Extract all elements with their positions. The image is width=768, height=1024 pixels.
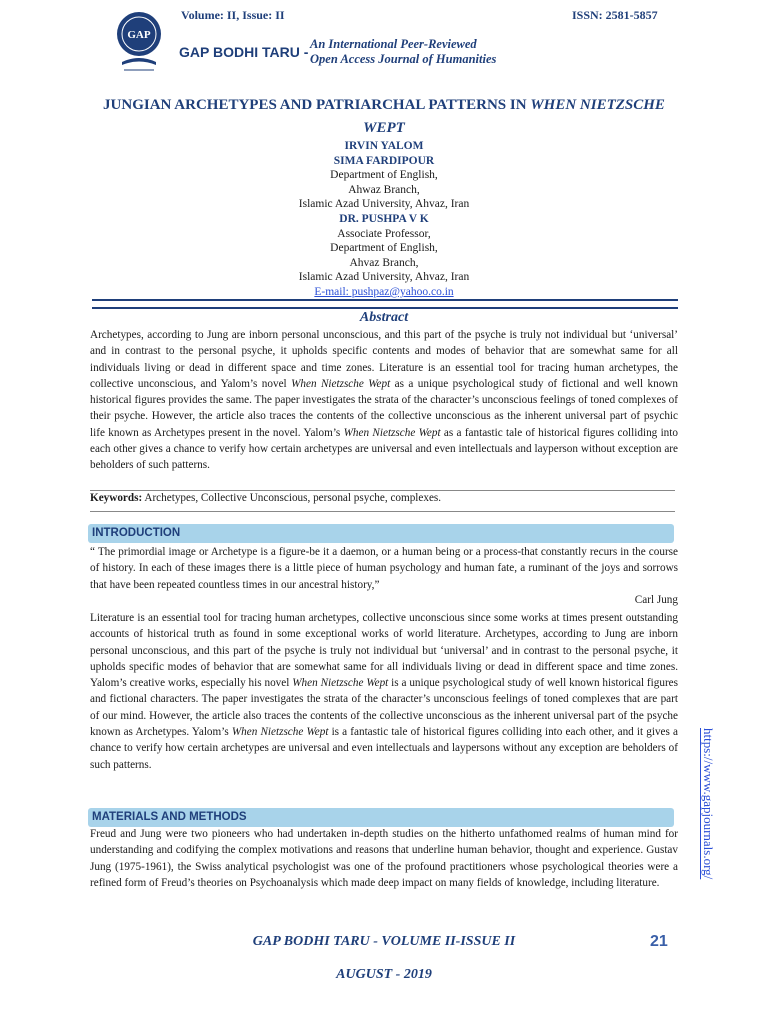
- author-1: IRVIN YALOM: [344, 140, 424, 152]
- title-prefix: JUNGIAN ARCHETYPES AND PATRIARCHAL PATTERNS IN: [103, 97, 531, 113]
- journal-website-link[interactable]: https://www.gapjournals.org/: [701, 728, 716, 880]
- materials-paragraph: Freud and Jung were two pioneers who had undertaken in-depth studies on the hitherto unfathomed realms of human mind for understanding and codifying the complex motivations and reasons that underline human behavior, thought and experience. Gustav Jung (1975-1961), the Swiss analytical psychologist was one of the profound practitioners whose psychological theories were a refined form of Freud’s theories on Psychoanalysis which made deep impact on many fields of knowledge, including literature.: [90, 828, 678, 889]
- jung-quote: “ The primordial image or Archetype is a figure-be it a daemon, or a human being or a process-that constantly recurs in the course of history. In each of these images there is a little piece of human psychology and human fate, a ruminant of the joys and sorrows that have been repeated countless times in our ancestral history,”: [90, 546, 678, 591]
- author-block: [150, 139, 618, 300]
- title-italic: WHEN NIETZSCHE WEPT: [363, 97, 665, 136]
- quote-attribution: Carl Jung: [634, 594, 678, 606]
- materials-heading: MATERIALS AND METHODS: [92, 811, 247, 823]
- page-number: 21: [650, 933, 668, 950]
- affiliation-line: Islamic Azad University, Ahvaz, Iran: [298, 198, 470, 211]
- logo-text: GAP: [127, 29, 151, 41]
- email-link[interactable]: E-mail: pushpaz@yahoo.co.in: [314, 285, 454, 298]
- tagline-line-2: Open Access Journal of Humanities: [310, 52, 497, 66]
- introduction-paragraph: Literature is an essential tool for tracing human archetypes, collective unconscious since some works at times present outstanding accounts of historical truth as found in some exceptional works of world literature. Archetypes, according to Jung are inborn personal unconscious, and this part of the psyche is truly not individual but ‘universal’ and in contrast to the personal psyche, it upholds specific modes of behavior that are somewhat same for all individuals living or dead in different space and time zones. Yalom’s creative works, especially his novel When Nietzsche Wept is a unique psychological study of well known historical figures and fictional characters. The paper investigates the strata of the character’s unconscious feelings of toned complexes that are part of our mind. However, the article also traces the contents of the collective unconscious as the inherent universal part of the psyche known as Archetypes. Yalom’s When Nietzsche Wept is a fantastic tale of historical figures colliding into each other, and it gives a chance to verify how certain archetypes are universal and even intellectuals and laypersons without any exception are beholders of such patterns.: [90, 612, 679, 771]
- journal-tagline: [310, 37, 496, 67]
- issn: ISSN: 2581-5857: [572, 8, 658, 22]
- journal-logo: [110, 8, 168, 74]
- abstract-text: Archetypes, according to Jung are inborn personal unconscious, and this part of the psyche is truly not individual but ‘universal’ and in contrast to the personal psyche, it upholds specific contents and modes of behavior that are somewhat same for all individuals living or dead in different space and time zones. Literature is an essential tool for tracing human archetypes, the collective unconscious, and Yalom’s novel When Nietzsche Wept as a unique psychological study of fictional and well known historical figures provides the same. The paper investigates the strata of the character’s unconscious feelings of toned complexes of their psyche. However, the article also traces the contents of the collective unconscious as the inherent universal part of psychic life known as Archetypes present in the novel. Yalom’s When Nietzsche Wept as a fantastic tale of historical figures colliding into each other gives a chance to verify how certain archetypes are universal and even intellectuals and layperson without exception are beholders of such patterns.: [90, 329, 678, 472]
- divider: [90, 511, 675, 512]
- affiliation-line: Department of English,: [330, 242, 438, 255]
- footer-date: AUGUST - 2019: [336, 967, 432, 982]
- keywords-list: Archetypes, Collective Unconscious, personal psyche, complexes.: [142, 492, 442, 504]
- affiliation-line: Ahvaz Branch,: [349, 256, 419, 269]
- keywords: [90, 492, 441, 504]
- abstract-heading: Abstract: [359, 310, 409, 325]
- volume-issue: Volume: II, Issue: II: [181, 8, 285, 22]
- keywords-label: Keywords:: [90, 492, 143, 504]
- tagline-line-1: An International Peer-Reviewed: [310, 37, 477, 51]
- divider: [90, 490, 675, 491]
- footer-journal: GAP BODHI TARU - VOLUME II-ISSUE II: [252, 934, 516, 949]
- affiliation-line: Department of English,: [330, 169, 438, 182]
- author-2: SIMA FARDIPOUR: [333, 154, 435, 167]
- introduction-heading: INTRODUCTION: [92, 527, 181, 539]
- title-divider: [92, 299, 678, 309]
- affiliation-line: Associate Professor,: [337, 227, 431, 240]
- affiliation-line: Ahwaz Branch,: [348, 183, 420, 196]
- affiliation-line: Islamic Azad University, Ahvaz, Iran: [298, 271, 470, 284]
- paper-title: [90, 94, 678, 140]
- journal-name: GAP BODHI TARU -: [179, 44, 309, 60]
- author-3: DR. PUSHPA V K: [339, 212, 429, 225]
